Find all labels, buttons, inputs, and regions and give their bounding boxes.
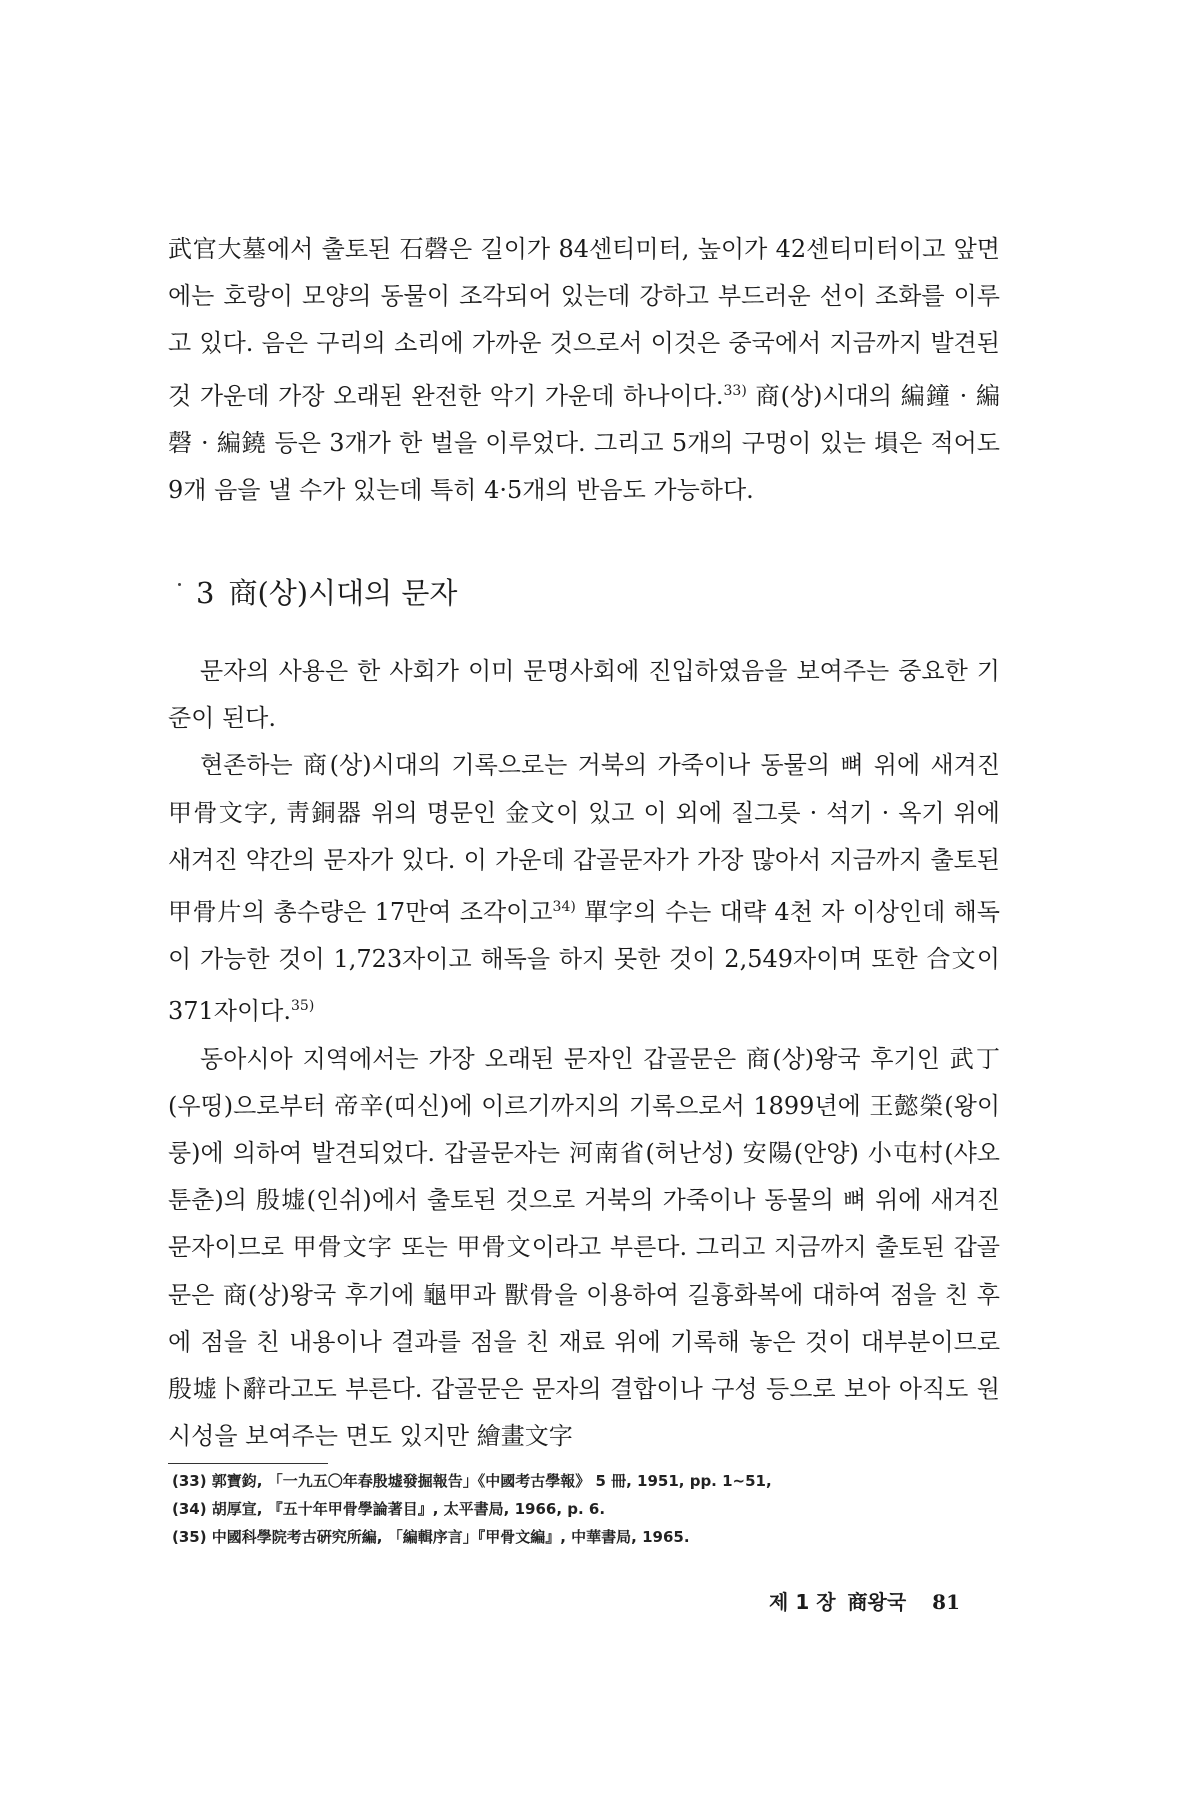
section-body bbox=[168, 648, 1000, 1460]
paragraph: 동아시아 지역에서는 가장 오래된 문자인 갑골문은 商(상)왕국 후기인 武丁(우띵)으로부터 帝辛(띠신)에 이르기까지의 기록으로서 1899년에 王懿榮(왕이룽)에 의하여 발견되었다. 갑골문자는 河南省(허난성) 安陽(안양) 小屯村(샤오툰춘)의 殷墟(인쉬)에서 출토된 것으로 거북의 가죽이나 동물의 뼈 위에 새겨진 문자이므로 甲骨文字 또는 甲骨文이라고 부른다. 그리고 지금까지 출토된 갑골문은 商(상)왕국 후기에 龜甲과 獸骨을 이용하여 길흉화복에 대하여 점을 친 후에 점을 친 내용이나 결과를 점을 친 재료 위에 기록해 놓은 것이 대부분이므로 殷墟卜辭라고도 부른다. 갑골문은 문자의 결합이나 구성 등으로 보아 아직도 원시성을 보여주는 면도 있지만 繪畫文字 bbox=[168, 1044, 1000, 1451]
paragraph-text: 武官大墓에서 출토된 石磬은 길이가 84센티미터, 높이가 42센티미터이고 앞면에는 호랑이 모양의 동물이 조각되어 있는데 강하고 부드러운 선이 조화를 이루고 있다. 음은 구리의 소리에 가까운 것으로서 이것은 중국에서 지금까지 발견된 것 가운데 가장 오래된 완전한 악기 가운데 하나이다. bbox=[168, 235, 1000, 410]
paragraph bbox=[168, 742, 1000, 1035]
section-heading bbox=[196, 573, 457, 613]
running-footer bbox=[0, 1586, 960, 1615]
chapter-label: 제 1 장 bbox=[769, 1590, 836, 1614]
footnotes bbox=[172, 1467, 1000, 1551]
paragraph bbox=[168, 226, 1000, 514]
paragraph: 문자의 사용은 한 사회가 이미 문명사회에 진입하였음을 보여주는 중요한 기준이 된다. bbox=[168, 657, 1000, 733]
footnote: (34) 胡厚宣, 『五十年甲骨學論著目』, 太平書局, 1966, p. 6. bbox=[172, 1500, 606, 1518]
paragraph-text: 현존하는 商(상)시대의 기록으로는 거북의 가죽이나 동물의 뼈 위에 새겨진 甲骨文字, 靑銅器 위의 명문인 金文이 있고 이 외에 질그릇 · 석기 · 옥기 위에 새겨진 약간의 문자가 있다. 이 가운데 갑골문자가 가장 많아서 지금까지 출토된 甲骨片의 총수량은 17만여 조각이고 bbox=[168, 751, 1000, 927]
chapter-title: 商왕국 bbox=[847, 1590, 907, 1614]
footnote-divider bbox=[168, 1463, 328, 1464]
section-marker bbox=[178, 583, 181, 586]
footnote-ref: 35) bbox=[291, 998, 315, 1015]
section-title: 商(상)시대의 문자 bbox=[228, 576, 458, 610]
page-number: 81 bbox=[932, 1590, 960, 1614]
paragraph-text: 單字의 수는 대략 4천 자 이상인데 해독이 가능한 것이 1,723자이고 해독을 하지 못한 것이 2,549자이며 또한 合文이 371자이다. bbox=[168, 898, 1000, 1026]
footnote-ref: 34) bbox=[552, 899, 576, 916]
paragraph-text: 商(상)시대의 編鐘 · 編磬 · 編鐃 등은 3개가 한 벌을 이루었다. 그리고 5개의 구멍이 있는 塤은 적어도 9개 음을 낼 수가 있는데 특히 4·5개의 반음도 가능하다. bbox=[168, 381, 1000, 505]
footnote-ref: 33) bbox=[723, 382, 747, 399]
section-number: 3 bbox=[196, 576, 215, 610]
footnote: (33) 郭寶鈞, 「一九五〇年春殷墟發掘報告」《中國考古學報》 5 冊, 1951, pp. 1~51, bbox=[172, 1472, 772, 1490]
footnote: (35) 中國科學院考古硏究所編, 「編輯序言」『甲骨文編』, 中華書局, 1965. bbox=[172, 1528, 690, 1546]
